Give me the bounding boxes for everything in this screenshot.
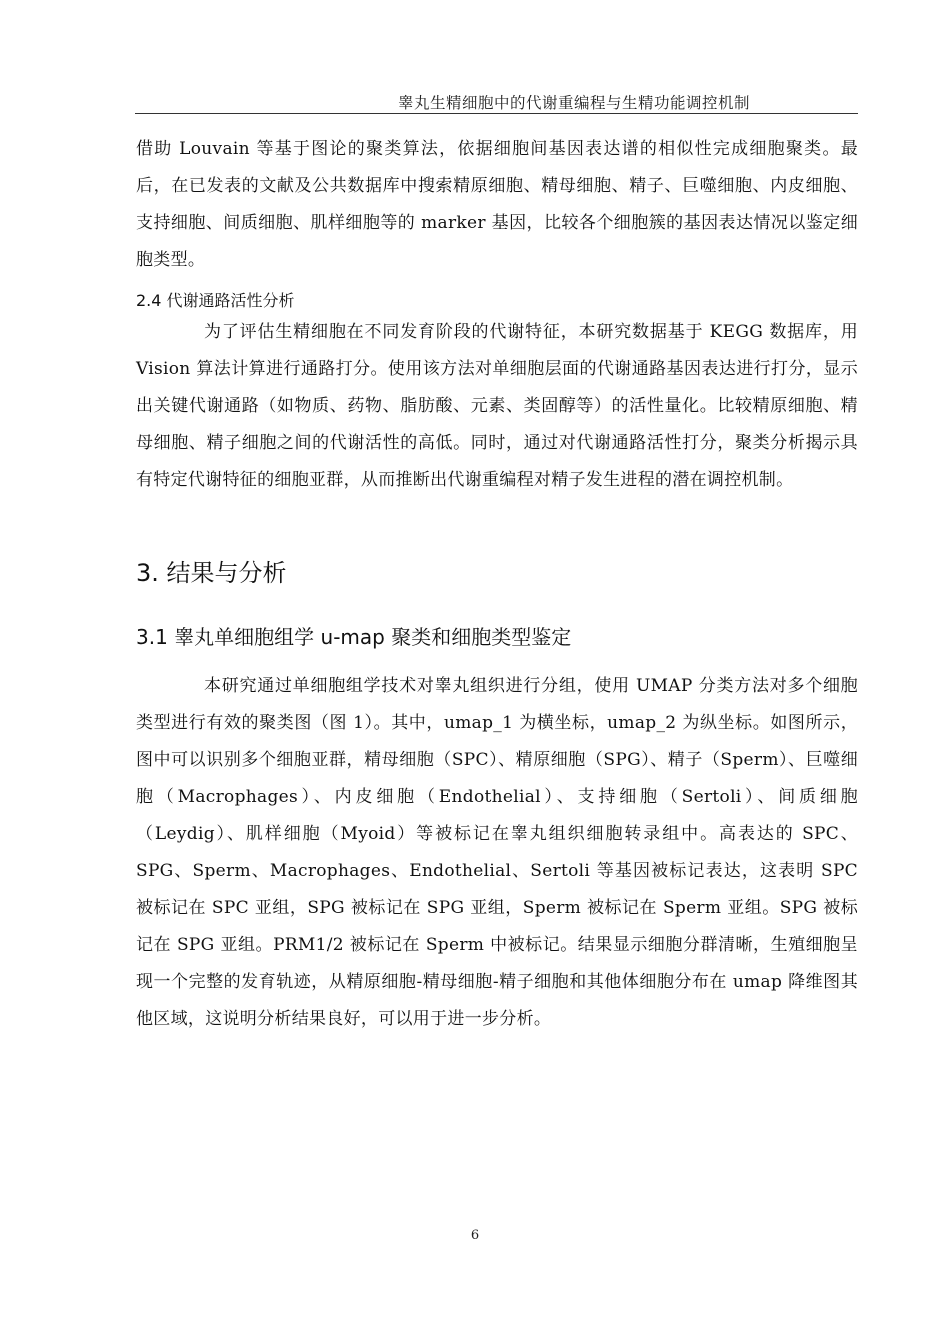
- section-heading-3: 3. 结果与分析: [136, 559, 287, 587]
- page-number: 6: [470, 1228, 480, 1243]
- paragraph-umap-results: [136, 668, 858, 1038]
- subsection-heading-3-1: 3.1 睾丸单细胞组学 u-map 聚类和细胞类型鉴定: [136, 625, 572, 649]
- paragraph-cell-clustering: [136, 131, 858, 279]
- paragraph-text: 为了评估生精细胞在不同发育阶段的代谢特征，本研究数据基于 KEGG 数据库，用 Vision 算法计算进行通路打分。使用该方法对单细胞层面的代谢通路基因表达进行打分，显示出关键代谢通路（如物质、药物、脂肪酸、元素、类固醇等）的活性量化。比较精原细胞、精母细胞、精子细胞之间的代谢活性的高低。同时，通过对代谢通路活性打分，聚类分析揭示具有特定代谢特征的细胞亚群，从而推断出代谢重编程对精子发生进程的潜在调控机制。: [136, 322, 858, 490]
- paragraph-metabolic-pathway: [136, 314, 858, 499]
- subsection-heading-2-4: 2.4 代谢通路活性分析: [136, 291, 295, 310]
- header-rule: [135, 113, 858, 114]
- paragraph-text: 本研究通过单细胞组学技术对睾丸组织进行分组，使用 UMAP 分类方法对多个细胞类型进行有效的聚类图（图 1）。其中，umap_1 为横坐标，umap_2 为纵坐标。如图所示，图中可以识别多个细胞亚群，精母细胞（SPC）、精原细胞（SPG）、精子（Sperm）、巨噬细胞（Macrophages）、内皮细胞（Endothelial）、支持细胞（Sertoli）、间质细胞（Leydig）、肌样细胞（Myoid）等被标记在睾丸组织细胞转录组中。高表达的 SPC、SPG、Sperm、Macrophages、Endothelial、Sertoli 等基因被标记表达，这表明 SPC 被标记在 SPC 亚组，SPG 被标记在 SPG 亚组，Sperm 被标记在 Sperm 亚组。SPG 被标记在 SPG 亚组。PRM1/2 被标记在 Sperm 中被标记。结果显示细胞分群清晰，生殖细胞呈现一个完整的发育轨迹，从精原细胞-精母细胞-精子细胞和其他体细胞分布在 umap 降维图其他区域，这说明分析结果良好，可以用于进一步分析。: [136, 676, 858, 1029]
- running-header: 睾丸生精细胞中的代谢重编程与生精功能调控机制: [397, 94, 750, 112]
- paragraph-text: 借助 Louvain 等基于图论的聚类算法，依据细胞间基因表达谱的相似性完成细胞聚类。最后，在已发表的文献及公共数据库中搜索精原细胞、精母细胞、精子、巨噬细胞、内皮细胞、支持细胞、间质细胞、肌样细胞等的 marker 基因，比较各个细胞簇的基因表达情况以鉴定细胞类型。: [136, 139, 858, 270]
